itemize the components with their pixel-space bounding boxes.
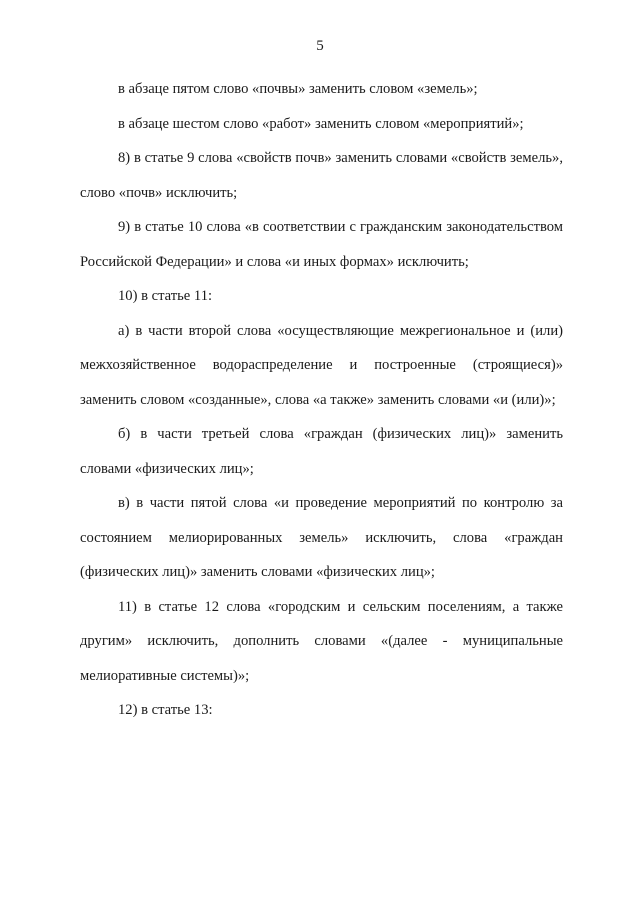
paragraph-9: 11) в статье 12 слова «городским и сельским поселениям, а также другим» исключить, дополнить словами «(далее - муниципальные мелиоративные системы)»; — [80, 598, 563, 684]
paragraph-6: а) в части второй слова «осуществляющие межрегиональное и (или) межхозяйственное водораспределение и построенные (строящиеся)» заменить словом «созданные», слова «а также» заменить словами «и (или)»; — [80, 322, 563, 408]
page-number: 5 — [316, 38, 324, 54]
paragraph-10: 12) в статье 13: — [118, 702, 213, 718]
paragraph-5: 10) в статье 11: — [118, 288, 213, 304]
paragraph-4: 9) в статье 10 слова «в соответствии с гражданским законодательством Российской Федерации» и слова «и иных формах» исключить; — [80, 219, 563, 270]
paragraph-7: б) в части третьей слова «граждан (физических лиц)» заменить словами «физических лиц»; — [80, 426, 563, 477]
document-body — [80, 72, 563, 728]
paragraph-1: в абзаце пятом слово «почвы» заменить словом «земель»; — [118, 81, 478, 97]
paragraph-3: 8) в статье 9 слова «свойств почв» заменить словами «свойств земель», слово «почв» исключить; — [80, 150, 563, 201]
paragraph-2: в абзаце шестом слово «работ» заменить словом «мероприятий»; — [118, 115, 524, 132]
paragraph-8: в) в части пятой слова «и проведение мероприятий по контролю за состоянием мелиорированных земель» исключить, слова «граждан (физических лиц)» заменить словами «физических лиц»; — [80, 495, 563, 580]
